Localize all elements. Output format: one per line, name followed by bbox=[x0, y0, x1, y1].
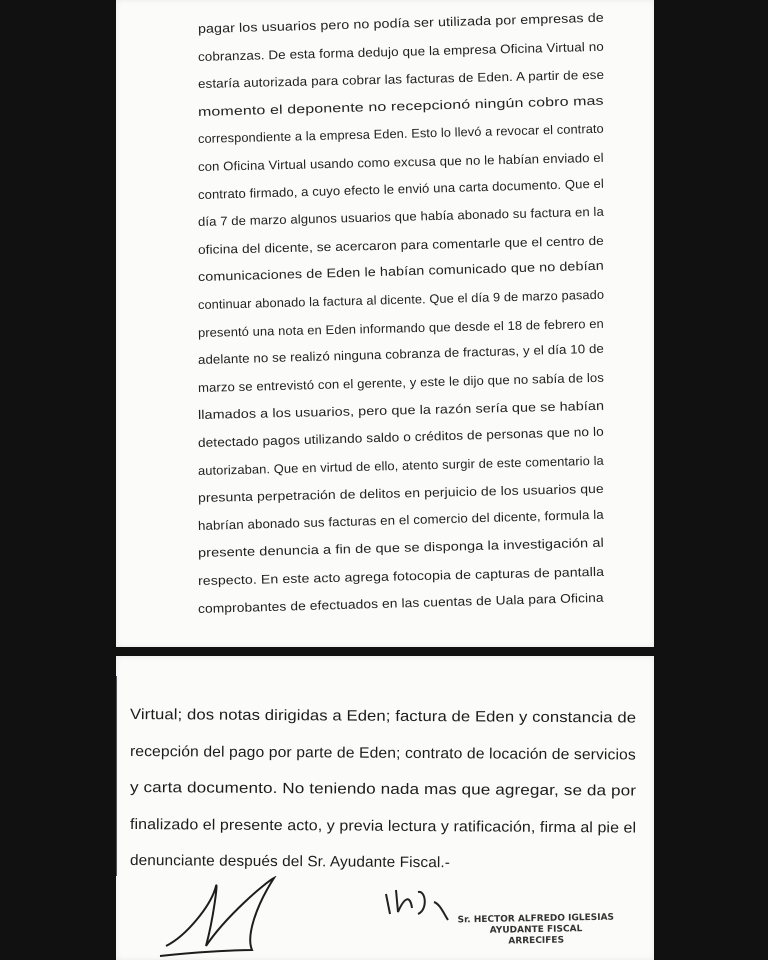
document-line: pagar los usuarios pero no podía ser utilizada por empresas de bbox=[197, 10, 605, 36]
document-line: cobranzas. De esta forma dedujo que la empresa Oficina Virtual no bbox=[197, 39, 605, 64]
document-line: presunta perpetración de delitos en perjuicio de los usuarios que bbox=[197, 481, 604, 506]
document-line: recepción del pago por parte de Eden; contrato de locación de servicios bbox=[129, 742, 636, 764]
document-line: detectado pagos utilizando saldo o créditos de personas que no lo bbox=[197, 424, 604, 450]
stamp-name: Sr. HECTOR ALFREDO IGLESIAS bbox=[457, 912, 615, 926]
document-line: contrato firmado, a cuyo efecto le envió una carta documento. Que el bbox=[197, 176, 605, 202]
signature-icon bbox=[156, 876, 286, 960]
margin-rule bbox=[116, 676, 117, 876]
document-line: llamados a los usuarios, pero que la razón sería que se habían bbox=[197, 399, 605, 423]
document-page-top bbox=[116, 0, 654, 647]
official-stamp bbox=[446, 912, 627, 948]
document-line: comunicaciones de Eden le habían comunicado que no debían bbox=[197, 259, 605, 285]
document-line: con Oficina Virtual usando como excusa que no le habían enviado el bbox=[197, 150, 604, 174]
document-line: Virtual; dos notas dirigidas a Eden; factura de Eden y constancia de bbox=[129, 706, 637, 727]
document-line: autorizaban. Que en virtud de ello, atento surgir de este comentario la bbox=[197, 453, 605, 478]
document-line: y carta documento. No teniendo nada mas que agregar, se da por bbox=[129, 779, 637, 800]
stamp-place: ARRECIFES bbox=[508, 935, 565, 947]
document-line: respecto. En este acto agrega fotocopia de capturas de pantalla bbox=[197, 564, 605, 588]
document-line: presentó una nota en Eden informando que desde el 18 de febrero en bbox=[197, 316, 604, 340]
scribble-icon bbox=[382, 884, 452, 924]
document-line: día 7 de marzo algunos usuarios que había abonado su factura en la bbox=[197, 204, 605, 230]
document-line: comprobantes de efectuados en las cuentas de Uala para Oficina bbox=[197, 590, 604, 616]
document-line: habrían abonado sus facturas en el comercio del dicente, formula la bbox=[197, 507, 605, 533]
document-page-bottom bbox=[116, 656, 654, 960]
document-line: finalizado el presente acto, y previa lectura y ratificación, firma al pie el bbox=[129, 815, 637, 837]
document-line: continuar abonado la factura al dicente. Que el día 9 de marzo pasado bbox=[197, 287, 605, 312]
stamp-title: AYUDANTE FISCAL bbox=[489, 924, 583, 936]
document-line: correspondiente a la empresa Eden. Esto lo llevó a revocar el contrato bbox=[197, 122, 604, 147]
document-line: presente denuncia a fin de que se disponga la investigación al bbox=[197, 536, 605, 561]
document-line: estaría autorizada para cobrar las facturas de Eden. A partir de ese bbox=[197, 67, 605, 92]
document-line: oficina del dicente, se acercaron para comentarle que el centro de bbox=[197, 233, 605, 257]
document-line: denunciante después del Sr. Ayudante Fiscal.- bbox=[129, 852, 451, 872]
document-line: adelante no se realizó ninguna cobranza de fracturas, y el día 10 de bbox=[197, 341, 605, 368]
document-line: marzo se entrevistó con el gerente, y este le dijo que no sabía de los bbox=[197, 370, 605, 395]
document-line: momento el deponente no recepcionó ningún cobro mas bbox=[197, 93, 604, 119]
